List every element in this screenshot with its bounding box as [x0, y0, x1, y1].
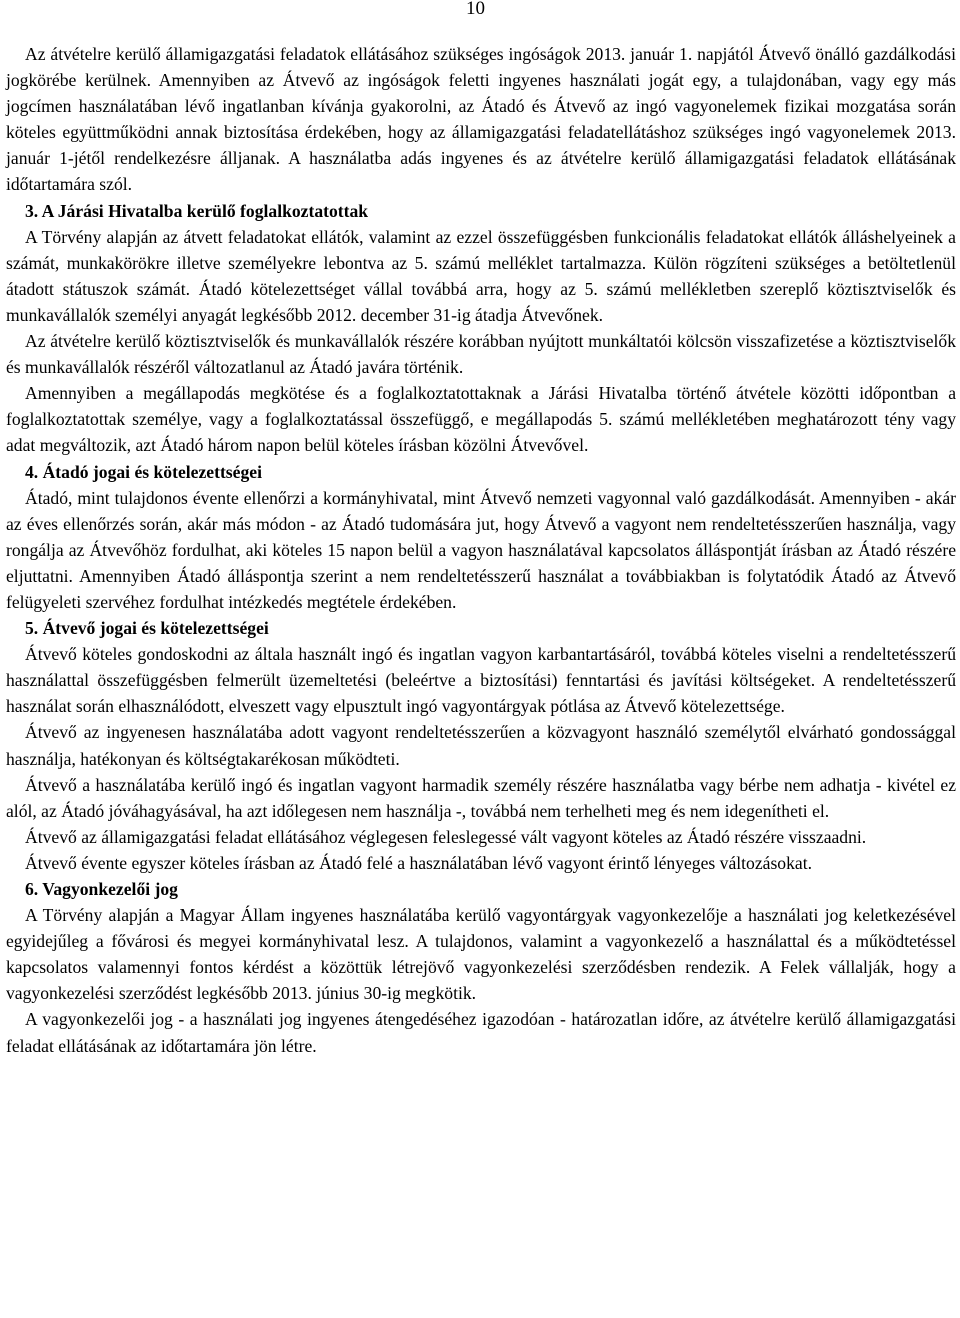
paragraph: Átvevő az ingyenesen használatába adott vagyont rendeltetésszerűen a közvagyont használó személytől elvárható gondossággal használja, hatékonyan és költségtakarékosan működteti. — [6, 722, 956, 769]
paragraph: Átvevő az államigazgatási feladat ellátásához véglegesen feleslegessé vált vagyont köteles az Átadó részére visszaadni. — [25, 826, 867, 847]
page-number: 10 — [466, 0, 485, 19]
paragraph: Átvevő a használatába kerülő ingó és ingatlan vagyont harmadik személy részére használatba vagy bérbe nem adhatja - kivétel ez alól, az Átadó jóváhagyásával, ha azt időlegesen nem használja -, továbbá nem terhelheti meg és nem idegenítheti el. — [6, 774, 956, 821]
paragraph: A Törvény alapján az átvett feladatokat ellátók, valamint az ezzel összefüggésben funkcionális feladatokat ellátók álláshelyeinek a számát, munkakörökre illetve személyekre lebontva az 5. számú melléklet tartalmazza. Külön rögzíteni szükséges a betöltetlenül átadott státuszok számát. Átadó kötelezettséget vállal továbbá arra, hogy az 5. számú mellékletben szereplő köztisztviselők és munkavállalók személyi anyagát legkésőbb 2012. december 31-ig átadja Átvevőnek. — [6, 226, 956, 325]
paragraph: Átvevő köteles gondoskodni az általa használt ingó és ingatlan vagyon karbantartásáról, továbbá köteles viselni a rendeltetésszerű használattal összefüggésben felmerült üzemeltetési (beleértve a biztosítási) fenntartási és javítási költségeket. A rendeltetésszerű használat során elhasználódott, elveszett vagy elpusztult ingó vagyontárgyak pótlása az Átvevő kötelezettsége. — [6, 644, 956, 717]
section-heading: 5. Átvevő jogai és kötelezettségei — [25, 618, 269, 639]
section-heading: 4. Átadó jogai és kötelezettségei — [25, 461, 262, 482]
paragraph: Az átvételre kerülő államigazgatási feladatok ellátásához szükséges ingóságok 2013. január 1. napjától Átvevő önálló gazdálkodási jogkörébe kerülnek. Amennyiben az Átvevő az ingóságok feletti ingyenes használati jogát egy, a tulajdonában, vagy egy más jogcímen használatában lévő ingatlanban kívánja gyakorolni, az Átadó és Átvevő az ingó vagyonelemek fizikai mozgatása során köteles együttműködni annak biztosítása érdekében, hogy az államigazgatási feladatellátáshoz szükséges ingó vagyonelemek 2013. január 1-jétől rendelkezésre álljanak. A használatba adás ingyenes és az átvételre kerülő államigazgatási feladatok ellátásának időtartamára szól. — [6, 44, 956, 195]
paragraph: Átadó, mint tulajdonos évente ellenőrzi a kormányhivatal, mint Átvevő nemzeti vagyonnal való gazdálkodását. Amennyiben - akár az éves ellenőrzés során, akár más módon - az Átadó tudomására jut, hogy Átvevő a vagyont nem rendeltetésszerűen használja, vagy rongálja az Átvevőhöz fordulhat, aki köteles 15 napon belül a vagyon használatával kapcsolatos álláspontját írásban az Átadó részére eljuttatni. Amennyiben Átadó álláspontja szerint a nem rendeltetésszerű használat a továbbiakban is folytatódik Átadó az Átvevő felügyeleti szervéhez fordulhat intézkedés megtétele érdekében. — [6, 487, 956, 612]
paragraph: A Törvény alapján a Magyar Állam ingyenes használatába kerülő vagyontárgyak vagyonkezelője a használati jog keletkezésével egyidejűleg a fővárosi és megyei kormányhivatal lesz. A tulajdonos, valamint a vagyonkezelő a használattal és a működtetéssel kapcsolatos valamennyi fontos kérdést a közöttük létrejövő vagyonkezelési szerződésben rendezik. A Felek vállalják, hogy a vagyonkezelési szerződést legkésőbb 2013. június 30-ig megkötik. — [6, 905, 956, 1004]
section-heading: 3. A Járási Hivatalba kerülő foglalkoztatottak — [25, 200, 369, 221]
paragraph: Az átvételre kerülő köztisztviselők és munkavállalók részére korábban nyújtott munkáltatói kölcsön visszafizetése a köztisztviselők és munkavállalók részéről változatlanul az Átadó javára történik. — [6, 331, 956, 378]
section-heading: 6. Vagyonkezelői jog — [25, 879, 178, 899]
paragraph: Átvevő évente egyszer köteles írásban az Átadó felé a használatában lévő vagyont érintő lényeges változásokat. — [25, 852, 812, 873]
paragraph: Amennyiben a megállapodás megkötése és a foglalkoztatottaknak a Járási Hivatalba történő átvétele közötti időpontban a foglalkoztatottak személye, vagy a foglalkoztatással összefüggő, e megállapodás 5. számú mellékletében meghatározott tény vagy adat megváltozik, azt Átadó három napon belül köteles írásban közölni Átvevővel. — [6, 383, 956, 456]
paragraph: A vagyonkezelői jog - a használati jog ingyenes átengedéséhez igazodóan - határozatlan időre, az átvételre kerülő államigazgatási feladat ellátásának az időtartamára jön létre. — [6, 1009, 956, 1056]
document-body — [6, 41, 956, 1059]
